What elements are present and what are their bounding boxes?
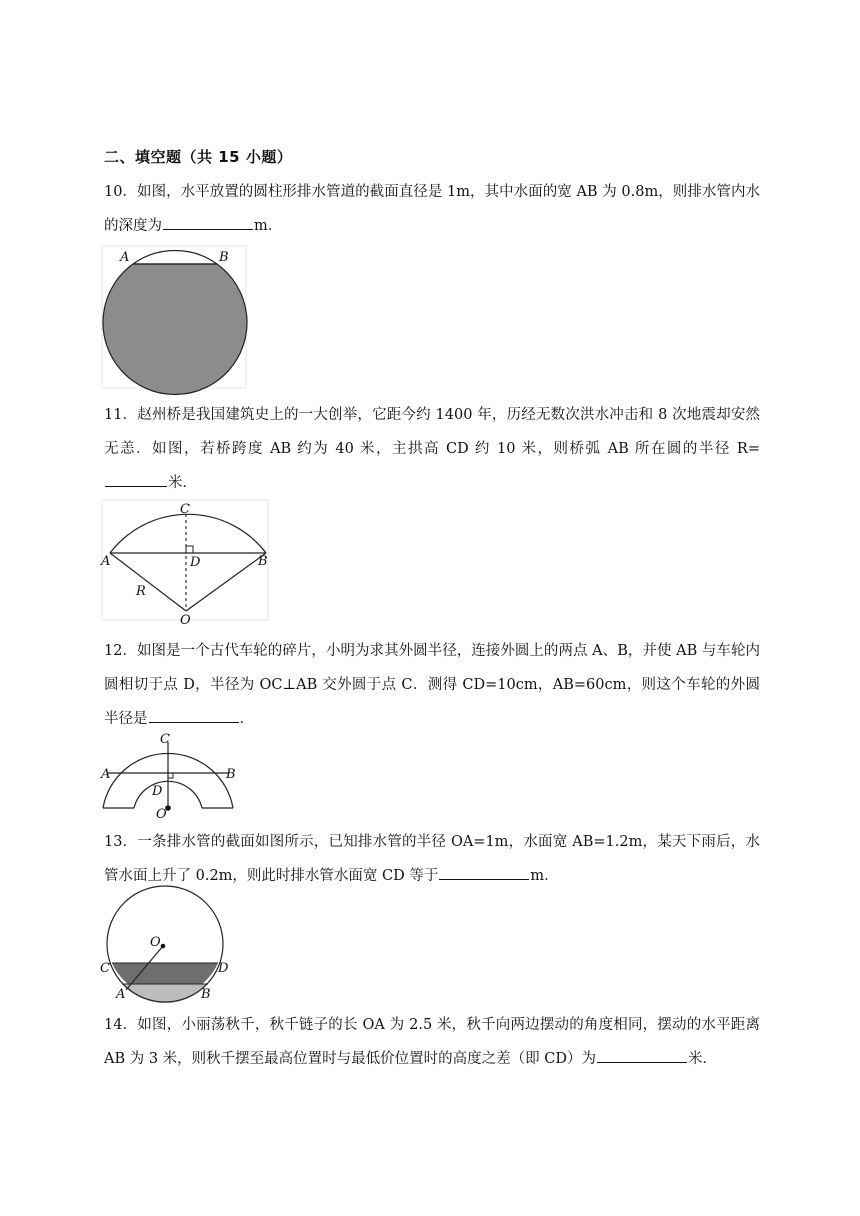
bridge-arc xyxy=(110,514,266,553)
answer-blank-12[interactable] xyxy=(149,704,239,723)
answer-blank-11[interactable] xyxy=(105,468,167,487)
label-o: O xyxy=(156,807,167,822)
section-heading: 二、填空题（共 15 小题） xyxy=(104,148,293,166)
label-c: C xyxy=(160,732,170,747)
figure-10-pipe-cross-section xyxy=(100,244,250,392)
label-a: A xyxy=(116,987,126,1002)
right-angle-mark xyxy=(168,773,173,778)
label-d: D xyxy=(152,784,163,799)
label-b: B xyxy=(219,250,229,265)
answer-blank-14[interactable] xyxy=(597,1044,687,1063)
question-13 xyxy=(104,825,760,893)
question-10-unit: m． xyxy=(254,218,283,234)
radius-oa xyxy=(110,553,186,611)
figure-12-wheel-fragment xyxy=(100,732,242,822)
answer-blank-10[interactable] xyxy=(163,211,253,230)
question-11-text: 11．赵州桥是我国建筑史上的一大创举，它距今约 1400 年，历经无数次洪水冲击和 8 次地震却安然无恙．如图，若桥跨度 AB 约为 40 米，主拱高 CD 约 10 米，则桥弧 AB 所在圆的半径 R= xyxy=(104,407,760,457)
question-14 xyxy=(104,1008,760,1076)
question-10-text: 10．如图，水平放置的圆柱形排水管道的截面直径是 1m，其中水面的宽 AB 为 0.8m，则排水管内水的深度为 xyxy=(104,184,760,234)
question-10 xyxy=(104,175,760,243)
label-b: B xyxy=(201,987,211,1002)
label-a: A xyxy=(101,767,111,782)
label-c: C xyxy=(100,961,110,976)
question-13-text: 13．一条排水管的截面如图所示，已知排水管的半径 OA=1m，水面宽 AB=1.2m，某天下雨后，水管水面上升了 0.2m，则此时排水管水面宽 CD 等于 xyxy=(104,834,760,884)
center-point-o xyxy=(161,944,166,949)
label-a: A xyxy=(101,554,111,569)
figure-11-bridge-arc xyxy=(100,498,272,628)
question-14-text: 14．如图，小丽荡秋千，秋千链子的长 OA 为 2.5 米，秋千向两边摆动的角度相同，摆动的水平距离 AB 为 3 米，则秋千摆至最高位置时与最低价位置时的高度之差（即 CD）为 xyxy=(104,1017,760,1067)
question-13-unit: m． xyxy=(530,868,559,884)
question-12-text: 12．如图是一个古代车轮的碎片，小明为求其外圆半径，连接外圆上的两点 A、B，并使 AB 与车轮内圆相切于点 D，半径为 OC⊥AB 交外圆于点 C．测得 CD=10cm，AB=60cm，则这个车轮的外圆半径是 xyxy=(104,643,760,727)
question-12-tail: ． xyxy=(239,711,254,727)
question-14-unit: 米． xyxy=(688,1051,718,1067)
right-angle-mark xyxy=(186,546,193,553)
figure-frame xyxy=(102,500,268,620)
label-r: R xyxy=(136,584,146,599)
question-11-unit: 米． xyxy=(168,475,197,491)
water-region xyxy=(103,264,247,394)
label-o: O xyxy=(150,935,161,950)
figure-13-pipe-water-rise xyxy=(100,892,236,1002)
label-o: O xyxy=(180,613,191,628)
label-b: B xyxy=(226,767,236,782)
label-c: C xyxy=(180,502,190,517)
label-d: D xyxy=(218,961,229,976)
pipe-arc-top xyxy=(133,250,217,264)
label-d: D xyxy=(190,555,201,570)
question-11 xyxy=(104,398,760,500)
answer-blank-13[interactable] xyxy=(439,861,529,880)
question-12 xyxy=(104,634,760,736)
label-a: A xyxy=(120,250,130,265)
label-b: B xyxy=(258,554,268,569)
